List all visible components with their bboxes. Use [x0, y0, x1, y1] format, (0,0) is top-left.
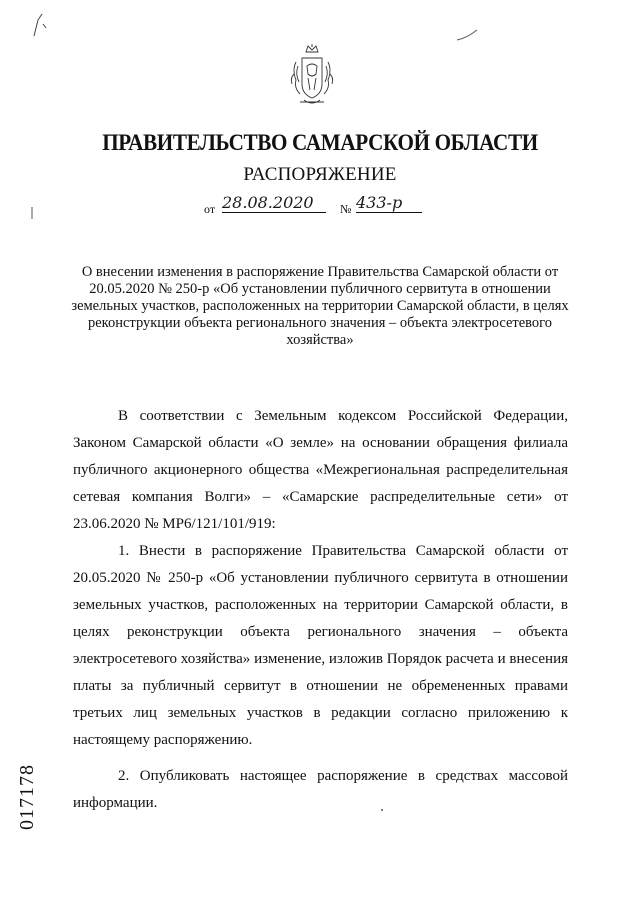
item-2-paragraph: 2. Опубликовать настоящее распоряжение в средствах массовой информации. — [73, 768, 568, 811]
organization-title: ПРАВИТЕЛЬСТВО САМАРСКОЙ ОБЛАСТИ — [102, 130, 538, 155]
scan-mark-icon — [380, 808, 384, 812]
document-date-number-line — [204, 193, 444, 216]
margin-serial-number: 017178 — [16, 764, 38, 830]
document-type: РАСПОРЯЖЕНИЕ — [243, 164, 397, 185]
document-subject: О внесении изменения в распоряжение Правительства Самарской области от 20.05.2020 № 250-р «Об установлении публичного сервитута в отношении земельных участков, расположенных на территории Самарской области, в целях реконструкции объекта регионального значения – объекта электросетевого хозяйства» — [71, 264, 569, 348]
scan-mark-icon — [455, 28, 479, 42]
scan-mark-icon — [30, 10, 50, 38]
number-prefix: № — [340, 202, 352, 216]
preamble-paragraph: В соответствии с Земельным кодексом Российской Федерации, Законом Самарской области «О земле» на основании обращения филиала публичного акционерного общества «Межрегиональная распределительная сетевая компания Волги» – «Самарские распределительные сети» от 23.06.2020 № МР6/121/101/919: — [73, 408, 568, 532]
item-1-paragraph: 1. Внести в распоряжение Правительства Самарской области от 20.05.2020 № 250-р «Об установлении публичного сервитута в отношении земельных участков, расположенных на территории Самарской области, в целях реконструкции объекта регионального значения – объекта электросетевого хозяйства» изменение, изложив Порядок расчета и внесения платы за публичный сервитут в отношении не обремененных правами третьих лиц земельных участков в редакции согласно приложению к настоящему распоряжению. — [73, 543, 568, 748]
document-number: 433-р — [356, 193, 422, 213]
date-prefix: от — [204, 202, 216, 216]
coat-of-arms-emblem-icon — [286, 44, 338, 110]
scan-mark-icon — [30, 205, 34, 221]
document-date: 28.08.2020 — [222, 193, 326, 213]
